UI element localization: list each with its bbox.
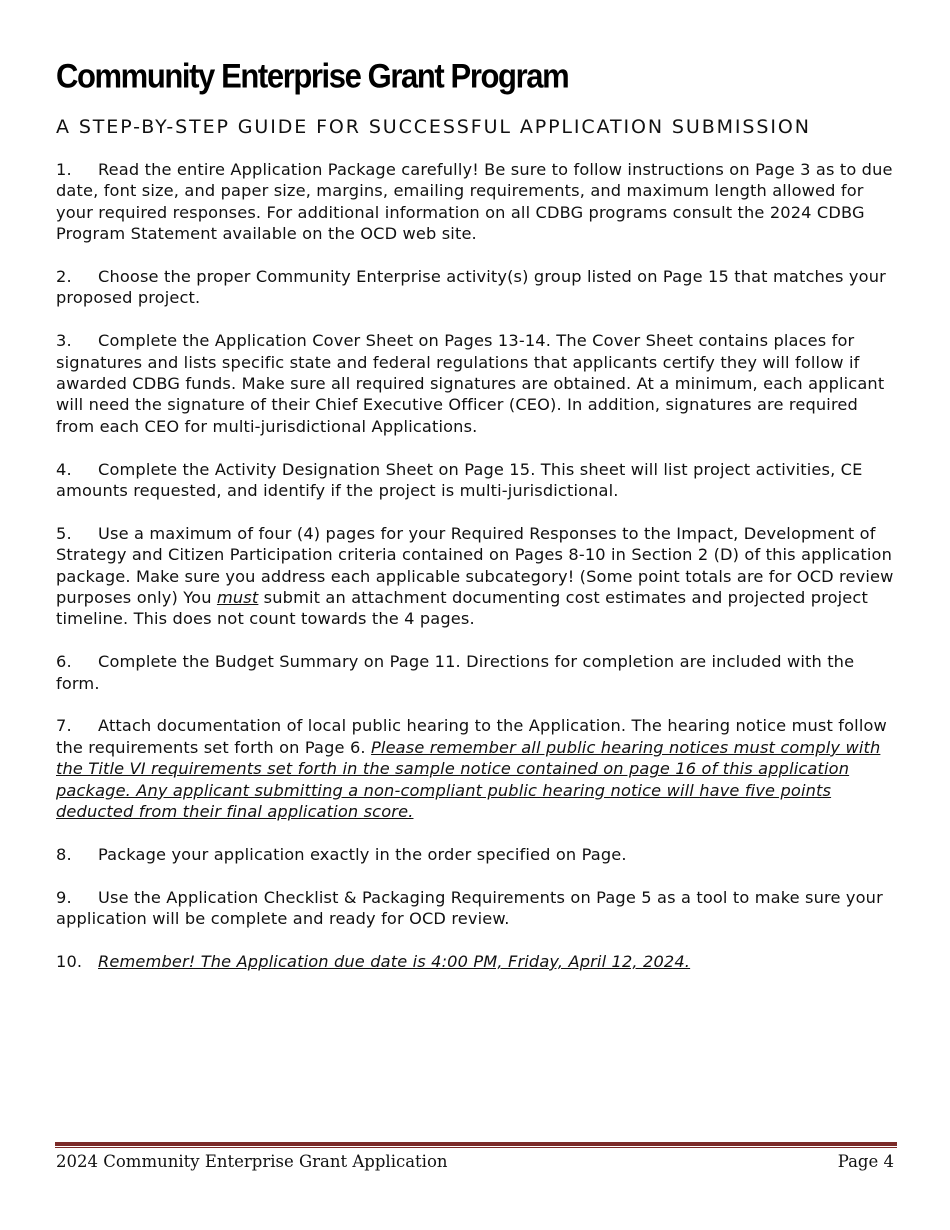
- step-emphasis: must: [216, 588, 259, 608]
- page-subtitle: A STEP-BY-STEP GUIDE FOR SUCCESSFUL APPLICATION SUBMISSION: [56, 116, 811, 138]
- step-emphasis: Please remember all public hearing notices must comply with the Title VI requirements set forth in the sample notice contained on page 16 of this application package. Any applicant submitting a non-compliant public hearing notice will have five points deducted from their final application score.: [56, 737, 881, 822]
- step-item-2: [56, 266, 896, 309]
- step-text-part-a: Use a maximum of four (4) pages for your Required Responses to the Impact, Development of Strategy and Citizen Participation criteria contained on Pages 8-10 in Section 2 (D) of this application package. Make sure you address each applicable subcategory! (Some point totals are for OCD review purposes only) You: [56, 523, 894, 608]
- step-text: Package your application exactly in the order specified on Page.: [98, 844, 627, 864]
- step-number: 3.: [56, 331, 72, 351]
- step-item-4: [56, 459, 896, 502]
- step-number: 5.: [56, 523, 72, 543]
- step-text-part-b: submit an attachment documenting cost estimates and projected project timeline. This does not count towards the 4 pages.: [56, 588, 868, 629]
- step-item-3: [56, 330, 896, 437]
- step-number: 6.: [56, 652, 72, 672]
- step-item-10: [56, 951, 896, 972]
- step-text: Complete the Application Cover Sheet on Pages 13-14. The Cover Sheet contains places for signatures and lists specific state and federal regulations that applicants certify they will follow if awarded CDBG funds. Make sure all required signatures are obtained. At a minimum, each applicant will need the signature of their Chief Executive Officer (CEO). In addition, signatures are required from each CEO for multi-jurisdictional Applications.: [56, 331, 885, 436]
- footer-divider-thin: [55, 1147, 897, 1148]
- step-text: Use the Application Checklist & Packaging Requirements on Page 5 as a tool to make sure your application will be complete and ready for OCD review.: [56, 887, 883, 929]
- step-item-8: [56, 844, 896, 865]
- step-number: 2.: [56, 267, 72, 287]
- step-text: Choose the proper Community Enterprise activity(s) group listed on Page 15 that matches your proposed project.: [56, 267, 886, 308]
- step-number: 7.: [56, 716, 72, 736]
- footer-document-title: 2024 Community Enterprise Grant Application: [56, 1152, 448, 1171]
- step-emphasis: Remember! The Application due date is 4:00 PM, Friday, April 12, 2024.: [98, 951, 691, 971]
- step-number: 9.: [56, 887, 72, 907]
- step-number: 10.: [56, 951, 83, 971]
- step-item-9: [56, 887, 896, 930]
- step-item-1: [56, 159, 896, 245]
- step-number: 1.: [56, 160, 72, 179]
- page-title: Community Enterprise Grant Program: [56, 56, 569, 96]
- step-item-7: [56, 715, 896, 822]
- step-text: Complete the Activity Designation Sheet on Page 15. This sheet will list project activities, CE amounts requested, and identify if the project is multi-jurisdictional.: [56, 459, 863, 501]
- step-text: Read the entire Application Package carefully! Be sure to follow instructions on Page 3 as to due date, font size, and paper size, margins, emailing requirements, and maximum length allowed for your required responses. For additional information on all CDBG programs consult the 2024 CDBG Program Statement available on the OCD web site.: [56, 160, 893, 244]
- step-number: 8.: [56, 844, 72, 864]
- step-item-5: [56, 523, 896, 630]
- step-text: Attach documentation of local public hearing to the Application. The hearing notice must follow the requirements set forth on Page 6.: [56, 716, 887, 757]
- footer-page-number: Page 4: [837, 1152, 894, 1171]
- step-text: Complete the Budget Summary on Page 11. Directions for completion are included with the form.: [56, 652, 855, 693]
- footer-divider-thick: [55, 1142, 897, 1146]
- step-item-6: [56, 651, 896, 694]
- step-list: [56, 159, 896, 994]
- step-number: 4.: [56, 459, 72, 479]
